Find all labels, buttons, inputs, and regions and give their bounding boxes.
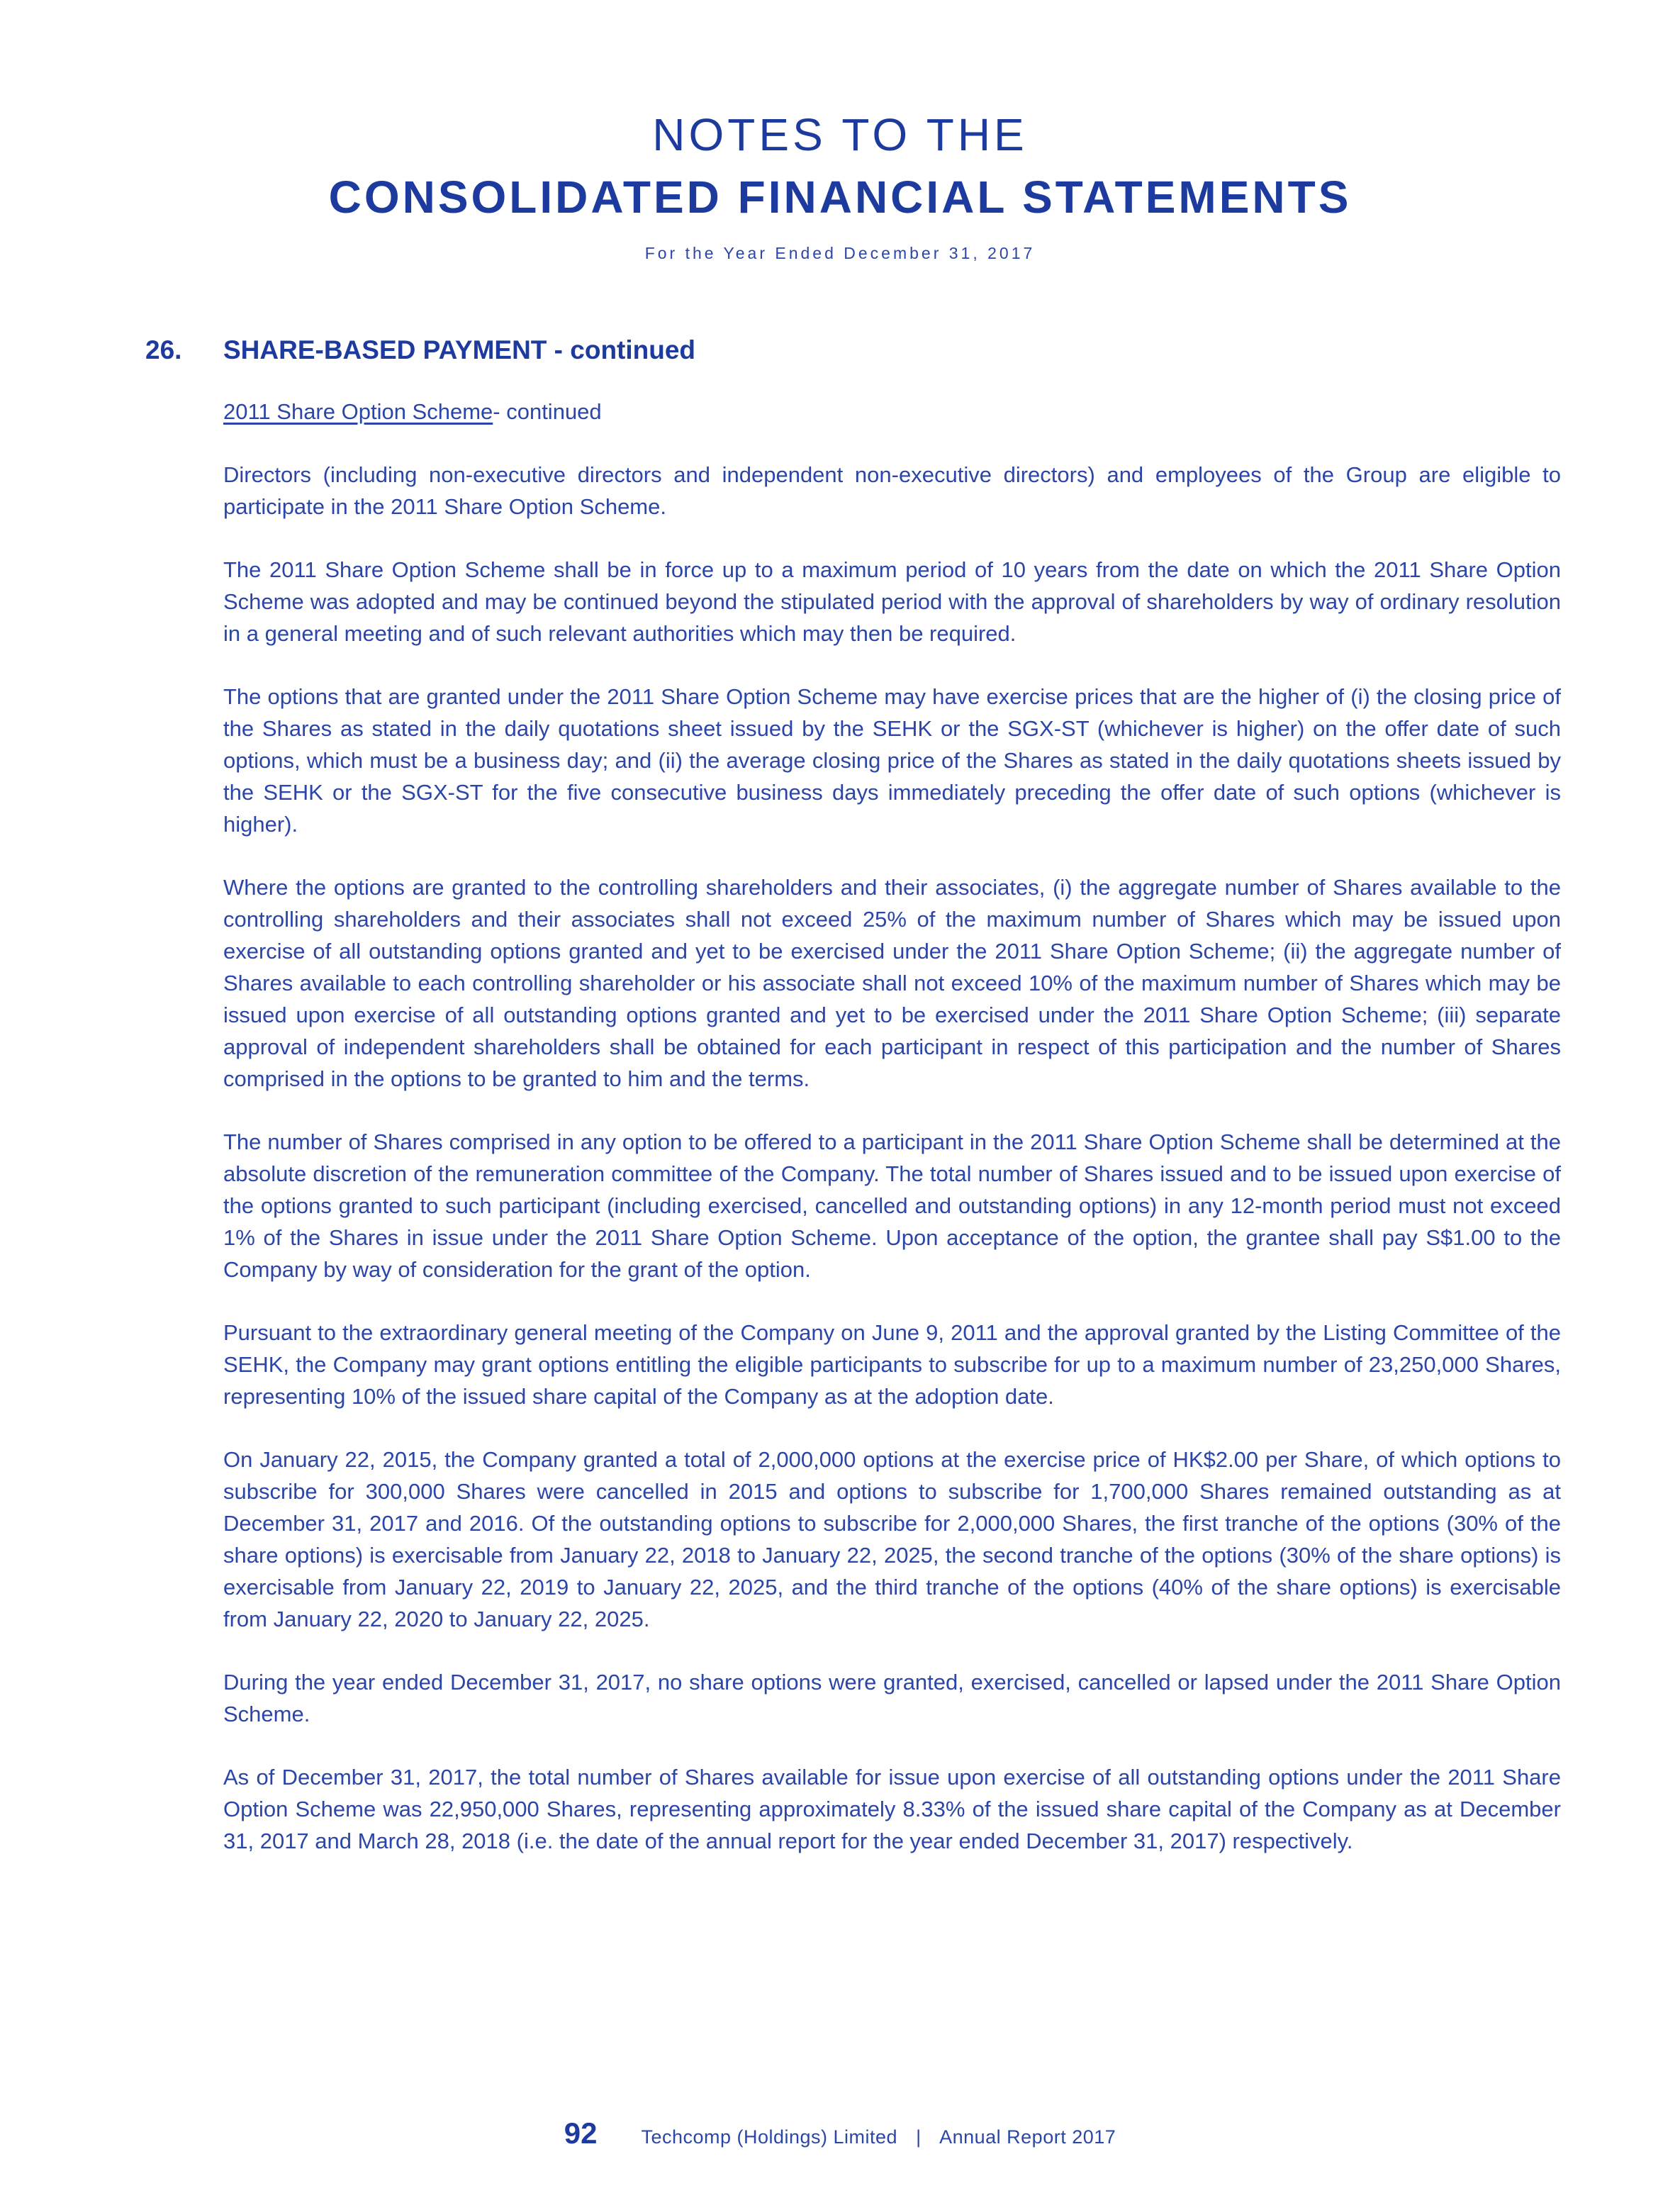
note-section bbox=[145, 333, 1563, 1857]
section-number: 26. bbox=[145, 335, 182, 364]
section-body bbox=[223, 396, 1561, 1857]
paragraph: During the year ended December 31, 2017, no share options were granted, exercised, cancelled or lapsed under the 2011 Share Option Scheme. bbox=[223, 1670, 1561, 1726]
section-heading bbox=[145, 333, 1563, 367]
footer-report: Annual Report 2017 bbox=[939, 2126, 1116, 2148]
footer-company: Techcomp (Holdings) Limited bbox=[641, 2126, 898, 2148]
title-line-1: NOTES TO THE bbox=[652, 109, 1028, 160]
subheading bbox=[223, 396, 1561, 428]
paragraph: The 2011 Share Option Scheme shall be in force up to a maximum period of 10 years from the date on which the 2011 Share Option Scheme was adopted and may be continued beyond the stipulated period with the approval of shareholders by way of ordinary resolution in a general meeting and of such relevant authorities which may then be required. bbox=[223, 557, 1561, 646]
subheading-rest: - continued bbox=[493, 399, 602, 424]
page-number: 92 bbox=[564, 2116, 598, 2150]
paragraph: Where the options are granted to the controlling shareholders and their associates, (i) the aggregate number of Shares available to the controlling shareholders and their associates shall not exceed 25% of the maximum number of Shares which may be issued upon exercise of all outstanding options granted and yet to be exercised under the 2011 Share Option Scheme; (ii) the aggregate number of Shares available to each controlling shareholder or his associate shall not exceed 10% of the maximum number of Shares which may be issued upon exercise of all outstanding options granted and yet to be exercised under the 2011 Share Option Scheme; (iii) separate approval of independent shareholders shall be obtained for each participant in respect of this participation and the number of Shares comprised in the options to be granted to him and the terms. bbox=[223, 875, 1561, 1091]
page-subtitle: For the Year Ended December 31, 2017 bbox=[644, 244, 1036, 262]
paragraph: Pursuant to the extraordinary general meeting of the Company on June 9, 2011 and the approval granted by the Listing Committee of the SEHK, the Company may grant options entitling the eligible participants to subscribe for up to a maximum number of 23,250,000 Shares, representing 10% of the issued share capital of the Company as at the adoption date. bbox=[223, 1320, 1561, 1409]
page-header bbox=[0, 106, 1680, 263]
paragraph: The number of Shares comprised in any option to be offered to a participant in the 2011 Share Option Scheme shall be determined at the absolute discretion of the remuneration committee of the Company. The total number of Shares issued and to be issued upon exercise of the options granted to such participant (including exercised, cancelled and outstanding options) in any 12-month period must not exceed 1% of the Shares in issue under the 2011 Share Option Scheme. Upon acceptance of the option, the grantee shall pay S$1.00 to the Company by way of consideration for the grant of the option. bbox=[223, 1129, 1561, 1282]
section-title: SHARE-BASED PAYMENT - continued bbox=[223, 335, 696, 364]
title-line-2: CONSOLIDATED FINANCIAL STATEMENTS bbox=[328, 172, 1352, 223]
paragraph: On January 22, 2015, the Company granted a total of 2,000,000 options at the exercise price of HK$2.00 per Share, of which options to subscribe for 300,000 Shares were cancelled in 2015 and options to subscribe for 1,700,000 Shares remained outstanding as at December 31, 2017 and 2016. Of the outstanding options to subscribe for 2,000,000 Shares, the first tranche of the options (30% of the share options) is exercisable from January 22, 2018 to January 22, 2025, the second tranche of the options (30% of the share options) is exercisable from January 22, 2019 to January 22, 2025, and the third tranche of the options (40% of the share options) is exercisable from January 22, 2020 to January 22, 2025. bbox=[223, 1447, 1561, 1631]
footer-separator: | bbox=[916, 2126, 922, 2148]
paragraph: Directors (including non-executive directors and independent non-executive directors) and employees of the Group are eligible to participate in the 2011 Share Option Scheme. bbox=[223, 462, 1561, 519]
paragraph: As of December 31, 2017, the total number of Shares available for issue upon exercise of all outstanding options under the 2011 Share Option Scheme was 22,950,000 Shares, representing approximately 8.33% of the issued share capital of the Company as at December 31, 2017 and March 28, 2018 (i.e. the date of the annual report for the year ended December 31, 2017) respectively. bbox=[223, 1765, 1561, 1853]
paragraph: The options that are granted under the 2011 Share Option Scheme may have exercise prices that are the higher of (i) the closing price of the Shares as stated in the daily quotations sheet issued by the SEHK or the SGX-ST (whichever is higher) on the offer date of such options, which must be a business day; and (ii) the average closing price of the Shares as stated in the daily quotations sheets issued by the SEHK or the SGX-ST for the five consecutive business days immediately preceding the offer date of such options (whichever is higher). bbox=[223, 684, 1561, 837]
page-footer bbox=[0, 2116, 1680, 2150]
subheading-underlined: 2011 Share Option Scheme bbox=[223, 399, 493, 424]
